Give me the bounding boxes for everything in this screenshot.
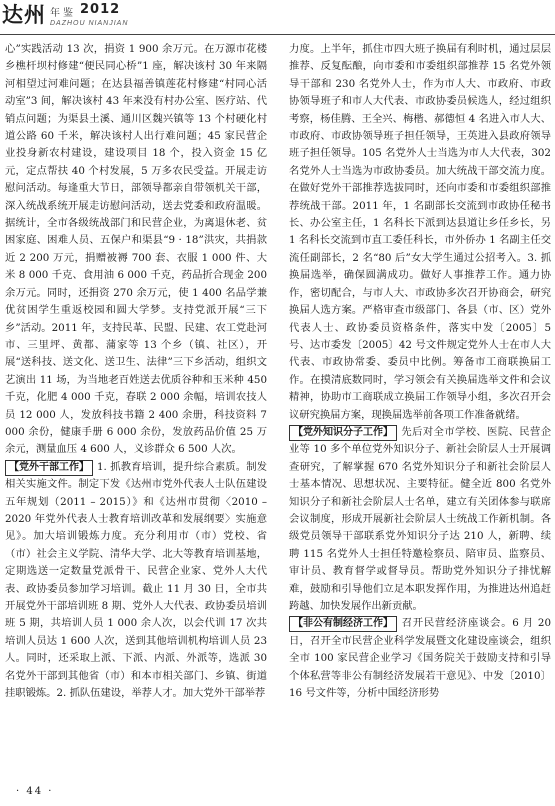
section-non-public-economy (289, 615, 551, 702)
section-intellectuals (289, 424, 551, 615)
page-number: · 44 · (16, 786, 54, 797)
right-paragraph-1: 力度。上半年，抓住市四大班子换届有利时机，通过层层推荐、反复酝酿，向市委和市委组织部推荐 15 名党外领导干部和 230 名党外人士，作为市人大、市政府、市政协领导班子和市人大代表、市政协委员候选人，经过组织考察，杨佳腾、王全兴、梅楷、郝德恒 4 名进入市人大、市政府、市政协领导班子担任领导，王英进入县政府领导班子担任领导。105 名党外人士当选为市人大代表，302 名党外人士当选为市政协委员。加大统战干部交流力度。在做好党外干部推荐选拔同时，还向市委和市委组织部推荐统战干部。2011 年，1 名副部长交流到市政协任秘书长、办公室主任，1 名科长下派到达县道让乡任乡长，另 1 名科长交流到市直工委任科长，市外侨办 1 名副主任交流任副部长，2 名“80 后”女大学生通过公招考入。3. 抓换届选举，确保圆满成功。做好人事推荐工作。通力协作，密切配合，与市人大、市政协多次召开协商会，研究换届人选方案。严格审查市级部门、各县（市、区）党外代表人士、政协委员资格条件，落实中发〔2005〕5 号、达市委发〔2005〕42 号文件规定党外人士在市人大代表、市政协常委、委员中比例。筹备市工商联换届工作。在摸清底数同时，学习领会有关换届选举文件和会议精神，协助市工商联成立换届工作领导小组，多次召开会议研究换届方案，现换届选举前各项工作准备就绪。 (289, 43, 551, 421)
masthead-year: 2012 (80, 2, 121, 17)
masthead (2, 2, 152, 32)
section-party-cadre (5, 459, 267, 703)
section-body-party-cadre: 1. 抓教育培训，提升综合素质。制发相关实施文件。制定下发《达州市党外代表人士队伍建设五年规划（2011 – 2015）》和《达州市贯彻〈2010 – 2020 年党外代表人士教育培训改革和发展纲要〉实施意见》。加大培训锻炼力度。充分利用市（市）党校、省（市）社会主义学院、清华大学、北大等教育培训基地，定期选送一定数量党派骨干、民营企业家、党外人大代表、政协委员参加学习培训。截止 11 月 30 日，全市共开展党外干部培训班 8 期、党外人大代表、政协委员培训班 5 期，共培训人员 1 000 余人次，以会代训 17 次共培训人员达 1 600 人次，送到其他培训机构培训人员 23 人。同时，还采取上派、下派、内派、外派等，选派 30 名党外干部到其他省（市）和本市相关部门、乡镇、街道挂职锻炼。2. 抓队伍建设，举荐人才。加大党外干部举荐 (5, 460, 267, 700)
left-column (5, 41, 267, 702)
masthead-label: 年鉴 (50, 8, 76, 19)
masthead-city: 达州 (2, 3, 46, 27)
section-body-non-public-economy: 召开民营经济座谈会。6 月 20 日，召开全市民营企业科学发展暨文化建设座谈会，组织全市 100 家民营企业学习《国务院关于鼓励支持和引导个体私营等非公有制经济发展若干意见》、中发〔2010〕16 号文件等，分析中国经济形势 (289, 617, 551, 700)
right-column (289, 41, 551, 702)
left-paragraph-1: 心”实践活动 13 次，捐资 1 900 余万元。在万源市花楼乡樵杆坝村修建“便民同心桥”1 座，解决该村 30 年来隔河相望过河难问题；在达县福善镇莲花村修建“村同心活动室”3 间，解决该村 43 年来没有村办公室、医疗站、代销点问题；为渠县土溪、通川区魏兴镇等 13 个村硬化村道公路 60 千米，解决该村人出行难问题；45 家民营企业投身新农村建设，建设项目 18 个，投入资金 15 亿元，定点帮扶 40 个村发展，5 万多农民受益。开展走访慰问活动。每逢重大节日，部领导都亲自带领机关干部，深入统战系统开展走访慰问活动，送去党委和政府温暖。据统计，全市各级统战部门和民营企业，为离退休老、贫困家庭、困难人员、五保户和渠县“9 · 18”洪灾，共捐款近 2 200 万元，捐赠被褥 700 套、衣服 1 000 件、大米 8 000 千克、食用油 6 000 千克，药品折合现金 200 余万元。同时，还捐资 270 余万元，使 1 400 名品学兼优贫困学生重返校园和圆大学梦。支持党派开展“三下乡”活动。2011 年，支持民革、民盟、民建、农工党赴河市、三里坪、黄都、蒲家等 13 个乡（镇、社区），开展“送科技、送文化、送卫生、法律”三下乡活动，组织文艺演出 11 场，为当地老百姓送去优质谷种和玉米种 450 千克，化肥 4 000 千克，春联 2 000 余幅，培训农技人员 12 000 人，发放科技书籍 2 400 余册，科技资料 7 000 余份，健康手册 6 000 余份，发放药品价值 25 万余元，测量血压 4 600 人，义诊群众 6 500 人次。 (5, 43, 267, 456)
section-heading-party-cadre: 【党外干部工作】 (5, 460, 93, 476)
section-heading-intellectuals: 【党外知识分子工作】 (289, 425, 397, 441)
section-heading-non-public-economy: 【非公有制经济工作】 (289, 616, 397, 632)
section-body-intellectuals: 先后对全市学校、医院、民营企业等 10 多个单位党外知识分子、新社会阶层人士开展调查研究，了解掌握 670 名党外知识分子和新社会阶层人士基本情况、思想状况、主要特征。健全近 800 名党外知识分子和新社会阶层人士名单，建立有关团体参与联席会议制度，形成开展新社会阶层人士统战工作新机制。各级党员领导干部联系党外知识分子达 210 人，新聘、续聘 115 名党外人士担任特邀检察员、陪审员、监察员、审计员、教育督学或督导员。帮助党外知识分子排忧解难，鼓励和引导他们立足本职发挥作用，为推进达州追赶跨越、加快发展作出新贡献。 (289, 425, 551, 612)
masthead-subtitle: DAZHOU NIANJIAN (50, 20, 129, 27)
header-rule (0, 34, 555, 35)
